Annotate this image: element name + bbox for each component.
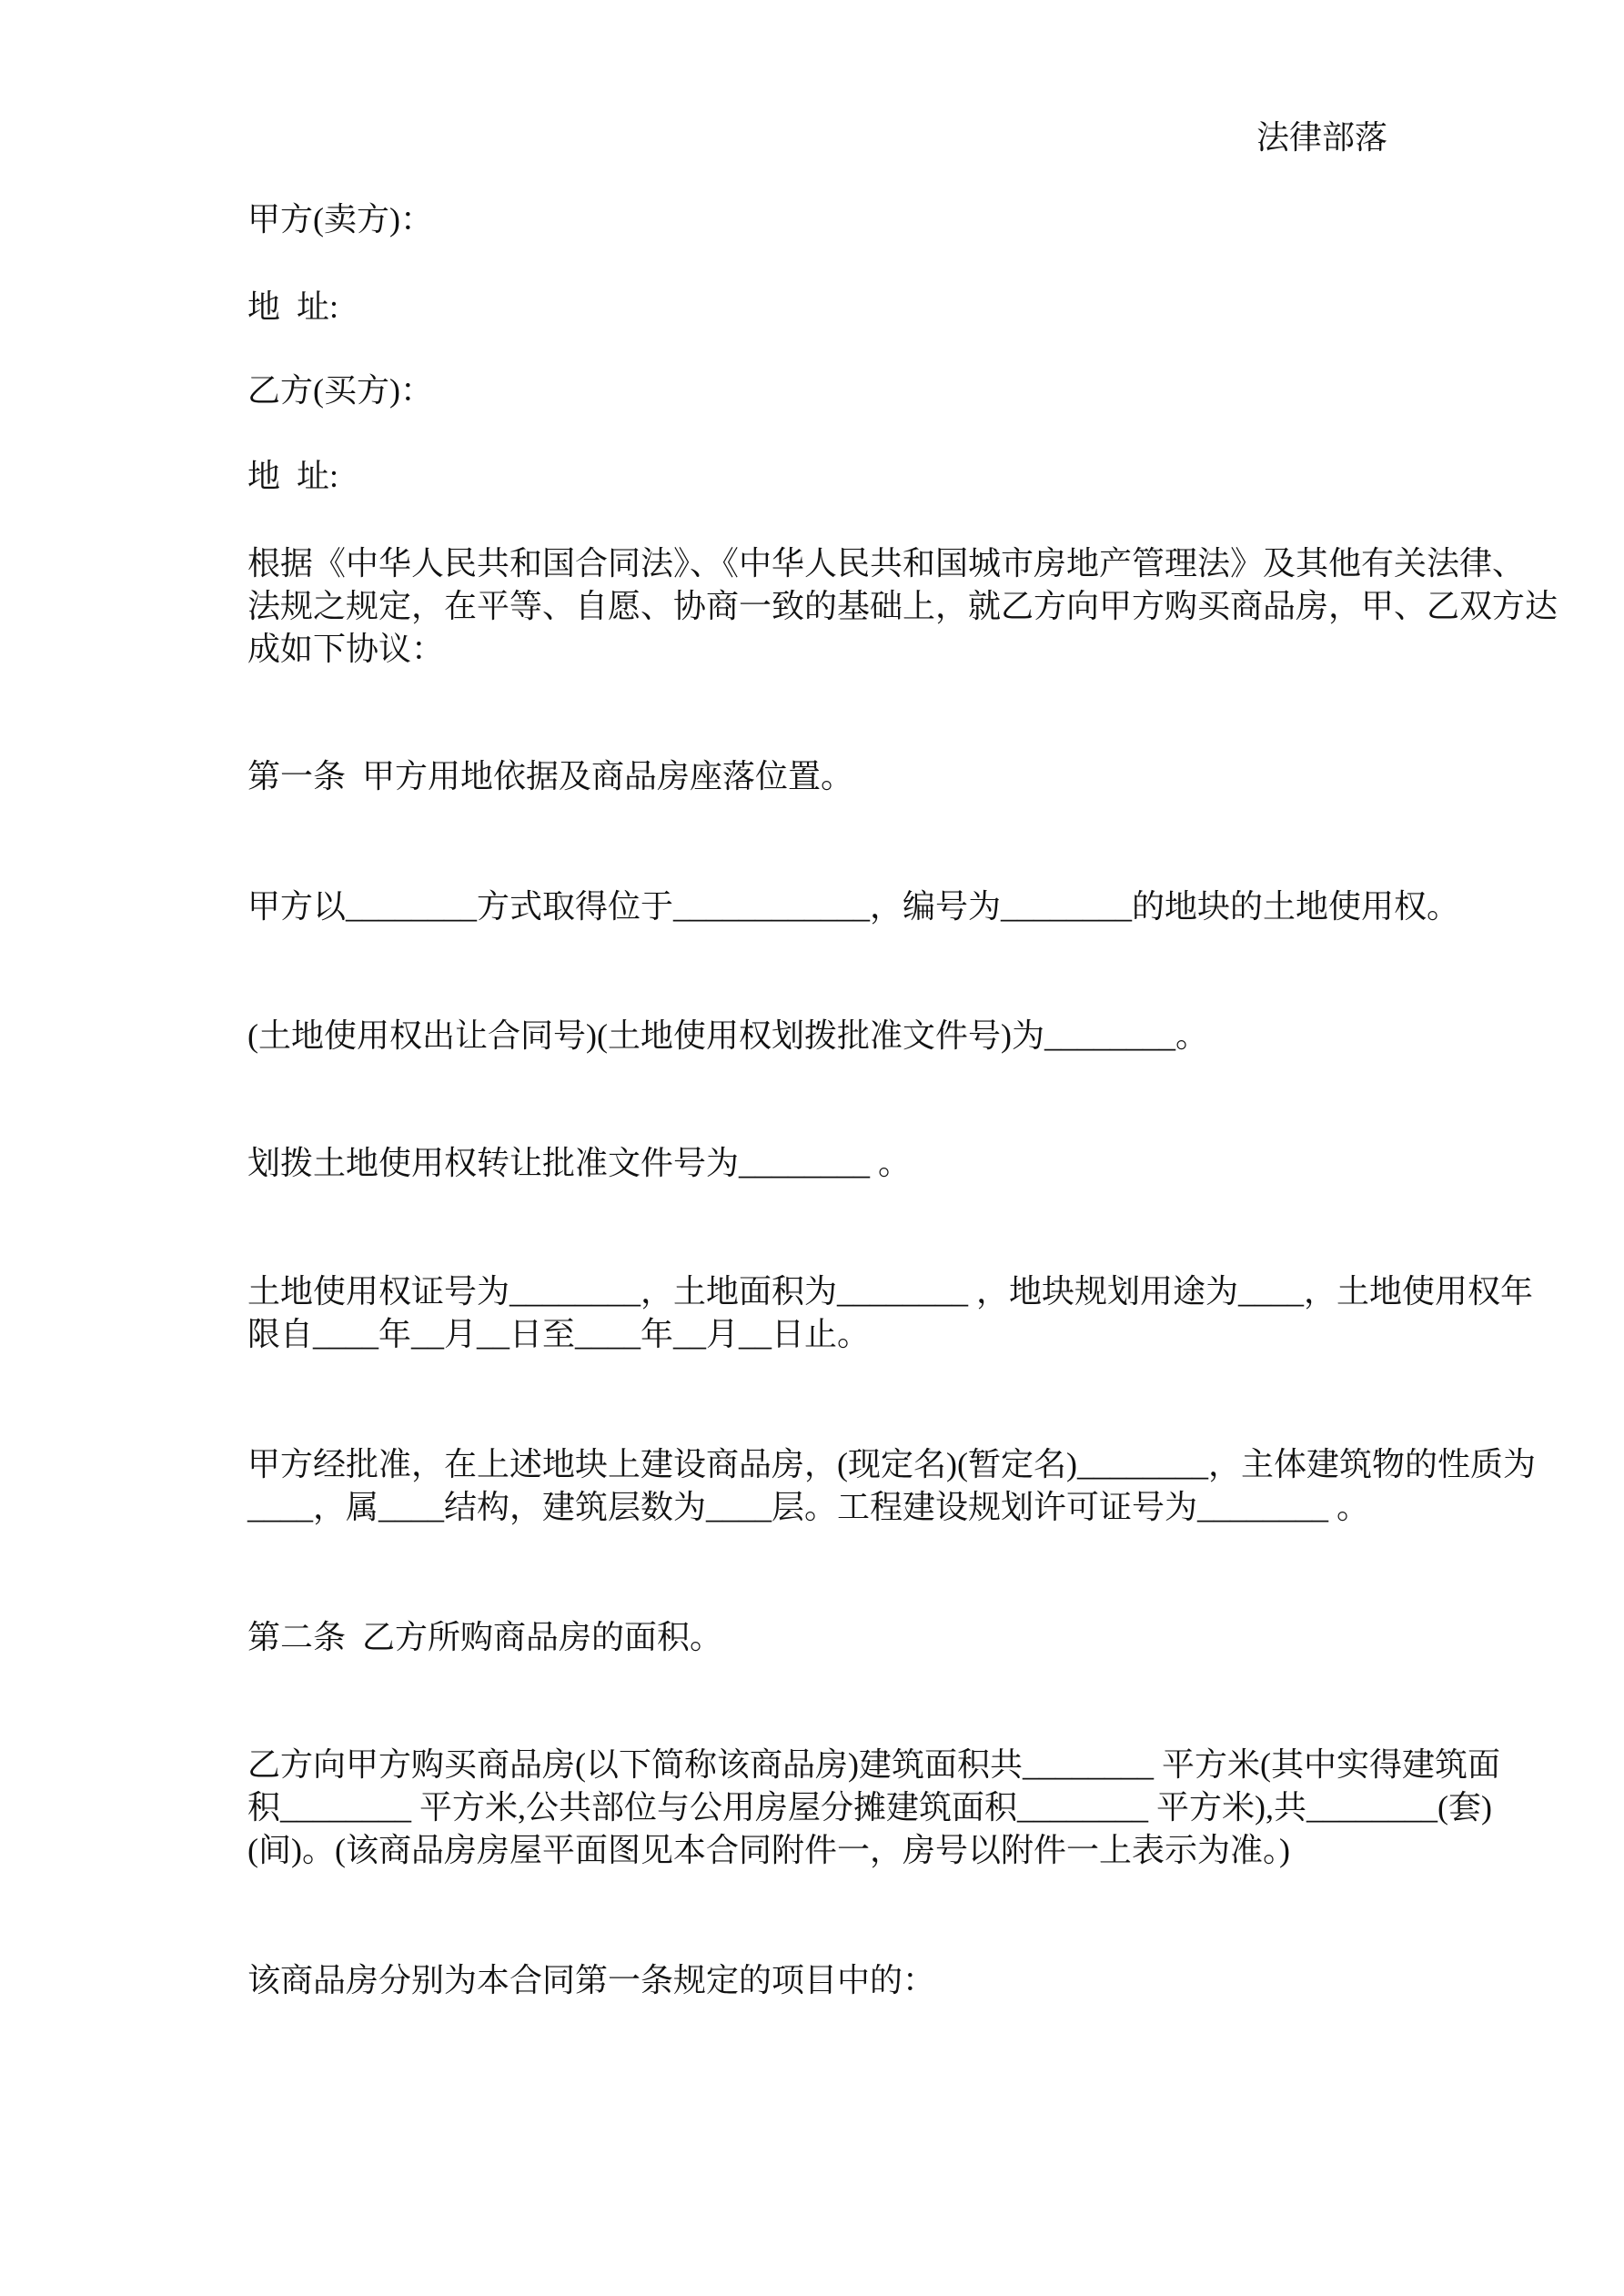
text-line: 第二条 乙方所购商品房的面积。 <box>247 1619 723 1655</box>
text-line: (土地使用权出让合同号)(土地使用权划拨批准文件号)为________。 <box>247 1017 1208 1054</box>
text-line: (间)。(该商品房房屋平面图见本合同附件一，房号以附件一上表示为准。) <box>247 1832 1290 1868</box>
text-line: 甲方经批准，在上述地块上建设商品房，(现定名)(暂定名)________，主体建筑物的性质为 <box>247 1446 1536 1482</box>
article1-land-paragraph <box>247 885 1460 928</box>
text-line: 限自____年__月__日至____年__月__日止。 <box>247 1316 871 1352</box>
seller-address-label <box>247 286 1394 329</box>
text-line: 第一条 甲方用地依据及商品房座落位置。 <box>247 758 854 794</box>
seller-label <box>247 198 1394 241</box>
text-line: 根据《中华人民共和国合同法》、《中华人民共和国城市房地产管理法》及其他有关法律、 <box>247 545 1526 582</box>
text-line: 土地使用权证号为________，土地面积为________ ，地块规划用途为____，土地使用权年 <box>247 1273 1534 1310</box>
article2-title <box>247 1616 1394 1659</box>
article1-transfer-paragraph <box>247 1142 1394 1185</box>
article1-certificate-paragraph <box>247 1270 1534 1356</box>
article2-area-paragraph <box>247 1744 1500 1872</box>
buyer-label <box>247 369 1394 412</box>
text-line: 成如下协议： <box>247 631 445 667</box>
buyer-address-label <box>247 455 1394 498</box>
article1-contract-number-paragraph <box>247 1015 1394 1057</box>
preamble-paragraph <box>247 542 1558 671</box>
header-brand: 法律部落 <box>1256 119 1387 156</box>
text-line: 地 址: <box>247 458 339 494</box>
text-line: ____，属____结构，建筑层数为____层。工程建设规划许可证号为________ 。 <box>247 1489 1370 1525</box>
text-line: 甲方以________方式取得位于____________，编号为________的地块的土地使用权。 <box>247 888 1460 925</box>
text-line: 乙方向甲方购买商品房(以下简称该商品房)建筑面积共________ 平方米(其中实得建筑面 <box>247 1746 1500 1783</box>
article1-title <box>247 755 1394 798</box>
text-line: 法规之规定，在平等、自愿、协商一致的基础上，就乙方向甲方购买商品房，甲、乙双方达 <box>247 588 1558 624</box>
text-line: 甲方(卖方)： <box>247 201 433 238</box>
article1-construction-paragraph <box>247 1443 1536 1529</box>
text-line: 该商品房分别为本合同第一条规定的项目中的： <box>247 1962 936 1998</box>
article2-project-paragraph <box>247 1959 1394 2002</box>
text-line: 划拨土地使用权转让批准文件号为________ 。 <box>247 1145 912 1181</box>
text-line: 积________ 平方米,公共部位与公用房屋分摊建筑面积________ 平方米),共________(套) <box>247 1789 1492 1826</box>
text-line: 乙方(买方)： <box>247 372 433 409</box>
text-line: 地 址: <box>247 288 339 325</box>
